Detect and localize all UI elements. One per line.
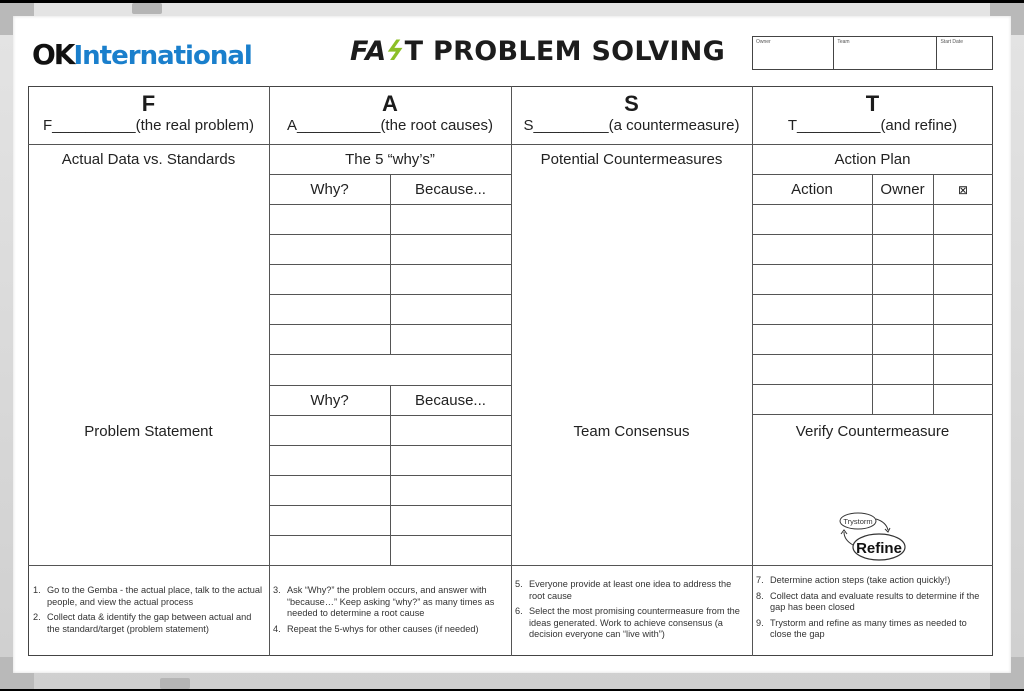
frame-clip-bottom xyxy=(160,678,190,689)
notes-a xyxy=(273,585,507,639)
note-item xyxy=(515,606,749,641)
note-number: 1. xyxy=(33,585,41,595)
five-whys-label: The 5 “why’s” xyxy=(345,151,435,168)
a-table2-col-divider xyxy=(390,385,391,565)
t-col-divider-owner-check xyxy=(933,174,934,414)
checkbox-header-icon: ⊠ xyxy=(957,183,969,197)
team-consensus-label: Team Consensus xyxy=(573,423,690,440)
trystorm-text: Trystorm xyxy=(843,517,873,526)
note-text: Trystorm and refine as many times as needed to close the gap xyxy=(770,617,967,639)
t-col-divider-action-owner xyxy=(872,174,873,414)
note-item xyxy=(515,579,749,602)
note-item xyxy=(273,624,507,636)
note-number: 5. xyxy=(515,579,523,589)
title-fa: FA xyxy=(350,36,387,67)
lightning-bolt-icon: ϟ xyxy=(383,36,408,67)
note-number: 4. xyxy=(273,623,281,634)
t-row-line xyxy=(752,414,993,415)
action-plan-label: Action Plan xyxy=(834,151,911,168)
note-text: Collect data & identify the gap between actual and the standard/target (problem statement) xyxy=(47,612,252,634)
fill-in-a[interactable] xyxy=(287,117,493,134)
letter-f: F xyxy=(141,91,156,116)
verify-countermeasure-label: Verify Countermeasure xyxy=(795,423,950,440)
notes-f xyxy=(33,585,265,639)
a-table1-col-divider xyxy=(390,174,391,354)
ok-international-logo xyxy=(32,38,252,71)
note-item xyxy=(756,591,990,614)
owner-field-label: Owner xyxy=(756,39,771,45)
title-rest: T PROBLEM SOLVING xyxy=(404,36,726,67)
refine-text: Refine xyxy=(856,540,902,557)
trystorm-refine-cycle-icon xyxy=(836,510,916,566)
fill-prefix: S_________ xyxy=(523,117,609,134)
logo-ok: OK xyxy=(32,38,74,71)
fill-suffix: (the real problem) xyxy=(135,117,254,134)
note-text: Ask “Why?” the problem occurs, and answer with “because…” Keep asking “why?” as many times as needed to determine a root cause xyxy=(287,585,495,618)
notes-s xyxy=(515,579,749,645)
why-header-2: Why? xyxy=(310,392,349,409)
note-text: Repeat the 5-whys for other causes (if needed) xyxy=(287,623,479,634)
fill-prefix: T__________ xyxy=(787,117,881,134)
note-text: Everyone provide at least one idea to address the root cause xyxy=(529,579,732,601)
why-header-1: Why? xyxy=(310,181,349,198)
header-row-line xyxy=(28,144,993,145)
note-text: Select the most promising countermeasure from the ideas generated. Work to achieve consensus (a decision everyone can “live with”) xyxy=(529,606,740,639)
column-header-s xyxy=(511,86,752,144)
problem-statement-label: Problem Statement xyxy=(84,423,213,440)
logo-international: International xyxy=(73,41,252,71)
fill-in-t[interactable] xyxy=(788,117,957,134)
actual-data-vs-standards-label: Actual Data vs. Standards xyxy=(61,151,236,168)
fill-prefix: F__________ xyxy=(43,117,136,134)
note-item xyxy=(33,612,265,635)
owner-field[interactable] xyxy=(753,37,834,69)
note-number: 2. xyxy=(33,612,41,622)
note-text: Collect data and evaluate results to determine if the gap has been closed xyxy=(770,590,980,612)
note-number: 6. xyxy=(515,606,523,616)
because-header-2: Because... xyxy=(415,392,486,409)
column-header-t xyxy=(752,86,993,144)
letter-s: S xyxy=(624,91,639,116)
note-number: 9. xyxy=(756,617,764,628)
info-fields xyxy=(752,36,993,70)
fill-suffix: (and refine) xyxy=(880,117,958,134)
column-header-a xyxy=(269,86,511,144)
divider-f-a xyxy=(269,86,270,656)
fill-suffix: (the root causes) xyxy=(380,117,493,134)
owner-header: Owner xyxy=(880,181,925,198)
start-date-field-label: Start Date xyxy=(940,39,963,45)
fill-in-f[interactable] xyxy=(43,117,254,134)
column-header-f xyxy=(28,86,269,144)
note-number: 7. xyxy=(756,575,764,585)
team-field-label: Team xyxy=(837,39,850,45)
note-item xyxy=(273,585,507,620)
fill-suffix: (a countermeasure) xyxy=(608,117,740,134)
frame-clip-top xyxy=(132,3,162,14)
action-header: Action xyxy=(791,181,833,198)
note-number: 8. xyxy=(756,590,764,601)
letter-t: T xyxy=(865,91,880,116)
notes-t xyxy=(756,575,990,645)
note-item xyxy=(33,585,265,608)
a-row-line xyxy=(269,354,511,355)
start-date-field[interactable] xyxy=(937,37,992,69)
potential-countermeasures-label: Potential Countermeasures xyxy=(540,151,723,168)
note-text: Go to the Gemba - the actual place, talk to the actual people, and view the actual process xyxy=(47,585,263,607)
team-field[interactable] xyxy=(834,37,937,69)
letter-a: A xyxy=(382,91,398,116)
divider-a-s xyxy=(511,86,512,656)
divider-s-t xyxy=(752,86,753,656)
note-item xyxy=(756,618,990,641)
because-header-1: Because... xyxy=(415,181,486,198)
page-title xyxy=(350,36,725,67)
note-text: Determine action steps (take action quickly!) xyxy=(770,575,951,585)
fill-in-s[interactable] xyxy=(524,117,740,134)
note-number: 3. xyxy=(273,585,281,595)
note-item xyxy=(756,575,990,587)
fill-prefix: A__________ xyxy=(287,117,381,134)
